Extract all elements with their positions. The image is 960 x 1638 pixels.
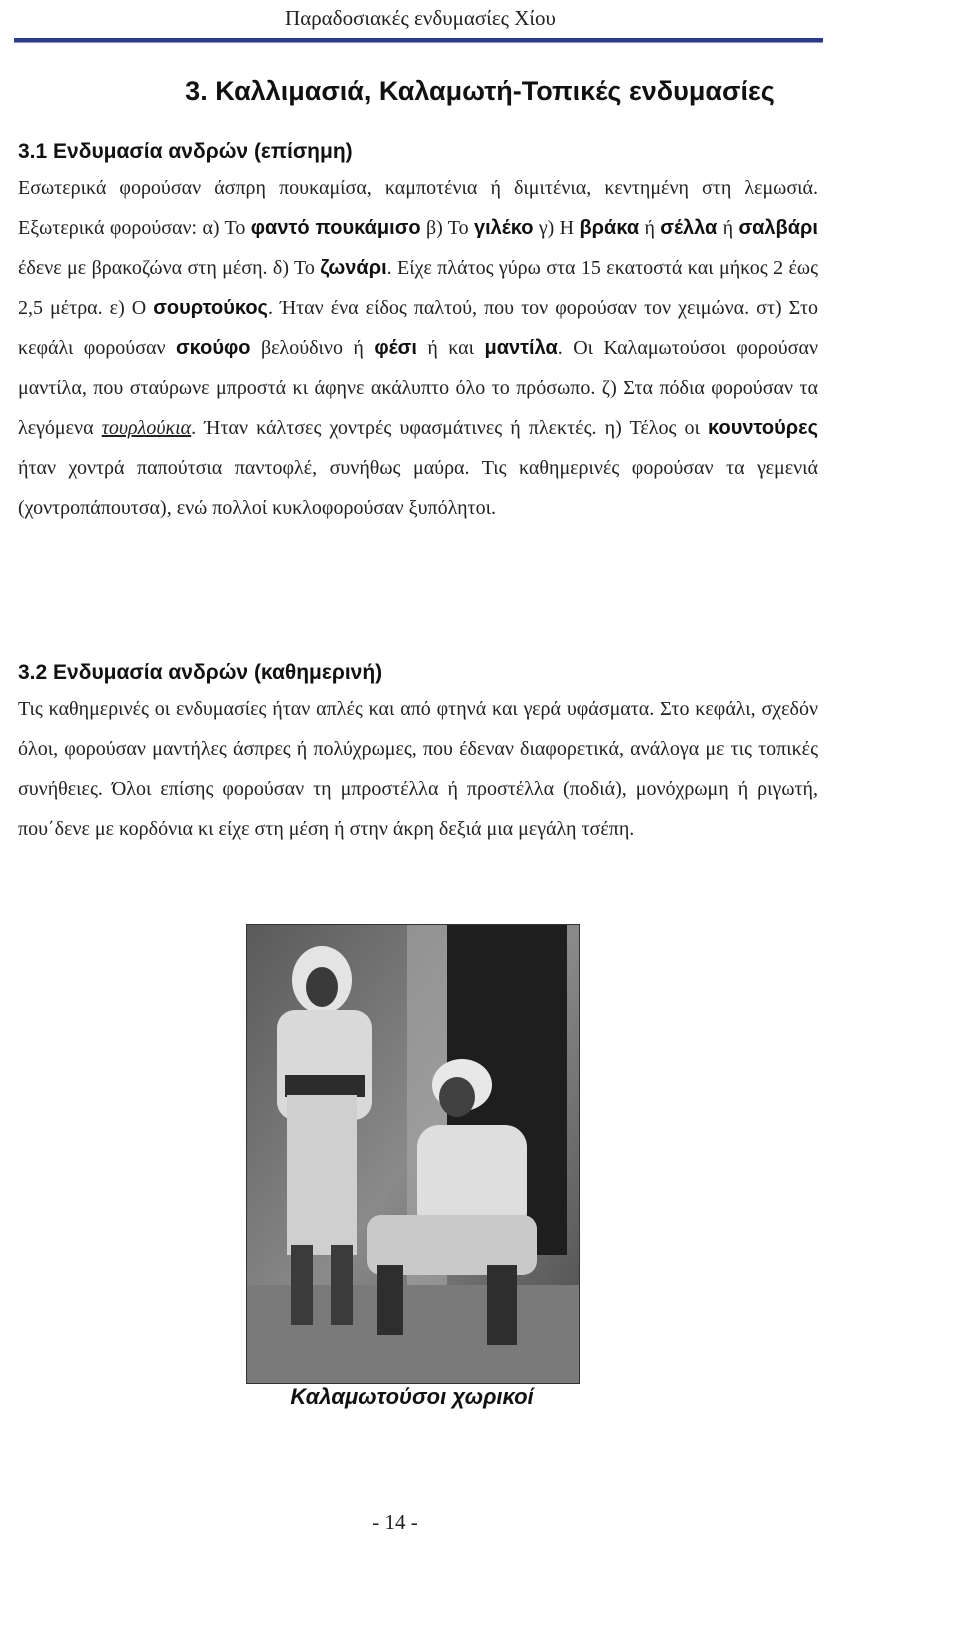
text-run: ήταν χοντρά παπούτσια παντοφλέ, συνήθως μαύρα. Τις καθημερινές φορούσαν τα γεμενιά (χοντροπάπουτσα), ενώ πολλοί κυκλοφορούσαν ξυπόλητοι. <box>18 457 818 519</box>
term-underlined: τουρλούκια <box>101 417 192 439</box>
term-bold: σκούφο <box>175 337 251 359</box>
chapter-title: 3. Καλλιμασιά, Καλαμωτή-Τοπικές ενδυμασίες <box>185 76 775 106</box>
term-bold: ζωνάρι <box>320 257 387 279</box>
text-run: β) Το <box>420 217 474 239</box>
text-run: γ) Η <box>533 217 580 239</box>
header-rule <box>14 38 823 43</box>
text-run: Εσωτερικά φορούσαν άσπρη πουκαμίσα, καμποτένια ή διμιτένια, κεντημένη στη λεμωσιά. Εξωτερικά φορούσαν: α) Το <box>18 177 818 239</box>
photo-illustration <box>247 925 579 1383</box>
text-run: βελούδινο ή <box>250 337 375 359</box>
photo-caption: Καλαμωτούσοι χωρικοί <box>290 1384 534 1409</box>
section-paragraph: Τις καθημερινές οι ενδυμασίες ήταν απλές και από φτηνά και γερά υφάσματα. Στο κεφάλι, σχεδόν όλοι, φορούσαν μαντήλες άσπρες ή πολύχρωμες, που έδεναν διαφορετικά, ανάλογα με τις τοπικές συνήθειες. Όλοι επίσης φορούσαν τη μπροστέλλα ή προστέλλα (ποδιά), μονόχρωμη ή ριγωτή, που΄δενε με κορδόνια κι είχε στη μέση ή στην άκρη δεξιά μια μεγάλη τσέπη. <box>18 698 818 840</box>
term-bold: φέσι <box>374 337 417 359</box>
text-run: . Είχε πλάτος γύρω στα 15 εκατοστά και μήκος 2 έως 2,5 μέτρα. ε) Ο <box>18 257 818 319</box>
term-bold: σουρτούκος <box>153 297 268 319</box>
text-run: ή <box>717 217 739 239</box>
section-everyday-menswear <box>18 661 818 849</box>
page-number: - 14 - <box>372 1510 418 1534</box>
text-run: . Οι Καλαμωτούσοι φορούσαν μαντίλα, που σταύρωνε μπροστά κι άφηνε ακάλυπτο όλο το πρόσωπο. ζ) Στα πόδια φορούσαν τα λεγόμενα <box>18 337 818 439</box>
section-formal-menswear <box>18 140 818 528</box>
text-run: . Ήταν ένα είδος παλτού, που τον φορούσαν τον χειμώνα. στ) Στο κεφάλι φορούσαν <box>18 297 818 359</box>
text-run: . Ήταν κάλτσες χοντρές υφασμάτινες ή πλεκτές. η) Τέλος οι <box>191 417 709 439</box>
text-run: έδενε με βρακοζώνα στη μέση. δ) Το <box>18 257 321 279</box>
term-bold: σέλλα <box>660 217 718 239</box>
text-run: ή και <box>416 337 485 359</box>
term-bold: βράκα <box>579 217 640 239</box>
term-bold: σαλβάρι <box>738 217 818 239</box>
term-bold: γιλέκο <box>473 217 534 239</box>
section-heading: 3.1 Ενδυμασία ανδρών (επίσημη) <box>18 140 353 163</box>
text-run: ή <box>639 217 661 239</box>
term-bold: φαντό πουκάμισο <box>250 217 421 239</box>
term-bold: κουντούρες <box>708 417 818 439</box>
section-heading: 3.2 Ενδυμασία ανδρών (καθημερινή) <box>18 661 383 684</box>
term-bold: μαντίλα <box>484 337 558 359</box>
photo-villagers <box>246 924 580 1384</box>
section-paragraph <box>18 168 818 528</box>
running-header: Παραδοσιακές ενδυμασίες Χίου <box>285 6 556 30</box>
